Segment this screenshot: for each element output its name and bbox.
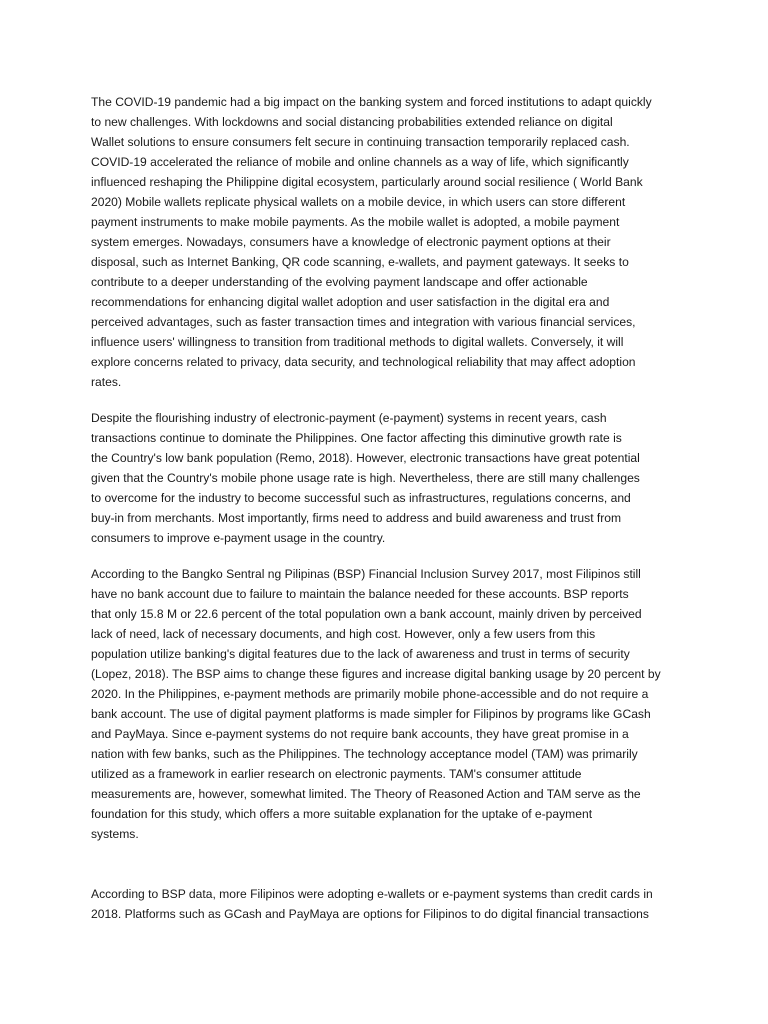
paragraph-bsp-data: According to BSP data, more Filipinos were adopting e-wallets or e-payment systems than credit cards in 2018. Platforms such as GCash and PayMaya are options for Filipinos to do digital financial transactions: [91, 887, 653, 921]
document-body: [91, 92, 681, 924]
paragraph-covid-impact: The COVID-19 pandemic had a big impact on the banking system and forced institutions to adapt quickly to new challenges. With lockdowns and social distancing probabilities extended reliance on digital Wallet solutions to ensure consumers felt secure in continuing transaction temporarily replaced cash. COVID-19 accelerated the reliance of mobile and online channels as a way of life, which significantly influenced reshaping the Philippine digital ecosystem, particularly around social resilience ( World Bank 2020) Mobile wallets replicate physical wallets on a mobile device, in which users can store different payment instruments to make mobile payments. As the mobile wallet is adopted, a mobile payment system emerges. Nowadays, consumers have a knowledge of electronic payment options at their disposal, such as Internet Banking, QR code scanning, e-wallets, and payment gateways. It seeks to contribute to a deeper understanding of the evolving payment landscape and offer actionable recommendations for enhancing digital wallet adoption and user satisfaction in the digital era and perceived advantages, such as faster transaction times and integration with various financial services, influence users' willingness to transition from traditional methods to digital wallets. Conversely, it will explore concerns related to privacy, data security, and technological reliability that may affect adoption rates.: [91, 95, 652, 389]
paragraph-bsp-survey: According to the Bangko Sentral ng Pilipinas (BSP) Financial Inclusion Survey 2017, most Filipinos still have no bank account due to failure to maintain the balance needed for these accounts. BSP reports that only 15.8 M or 22.6 percent of the total population own a bank account, mainly driven by perceived lack of need, lack of necessary documents, and high cost. However, only a few users from this population utilize banking's digital features due to the lack of awareness and trust in terms of security (Lopez, 2018). The BSP aims to change these figures and increase digital banking usage by 20 percent by 2020. In the Philippines, e-payment methods are primarily mobile phone-accessible and do not require a bank account. The use of digital payment platforms is made simpler for Filipinos by programs like GCash and PayMaya. Since e-payment systems do not require bank accounts, they have great promise in a nation with few banks, such as the Philippines. The technology acceptance model (TAM) was primarily utilized as a framework in earlier research on electronic payments. TAM's consumer attitude measurements are, however, somewhat limited. The Theory of Reasoned Action and TAM serve as the foundation for this study, which offers a more suitable explanation for the uptake of e-payment systems.: [91, 567, 661, 841]
paragraph-epayment-industry: Despite the flourishing industry of electronic-payment (e-payment) systems in recent years, cash transactions continue to dominate the Philippines. One factor affecting this diminutive growth rate is the Country's low bank population (Remo, 2018). However, electronic transactions have great potential given that the Country's mobile phone usage rate is high. Nevertheless, there are still many challenges to overcome for the industry to become successful such as infrastructures, regulations concerns, and buy-in from merchants. Most importantly, firms need to address and build awareness and trust from consumers to improve e-payment usage in the country.: [91, 411, 640, 545]
